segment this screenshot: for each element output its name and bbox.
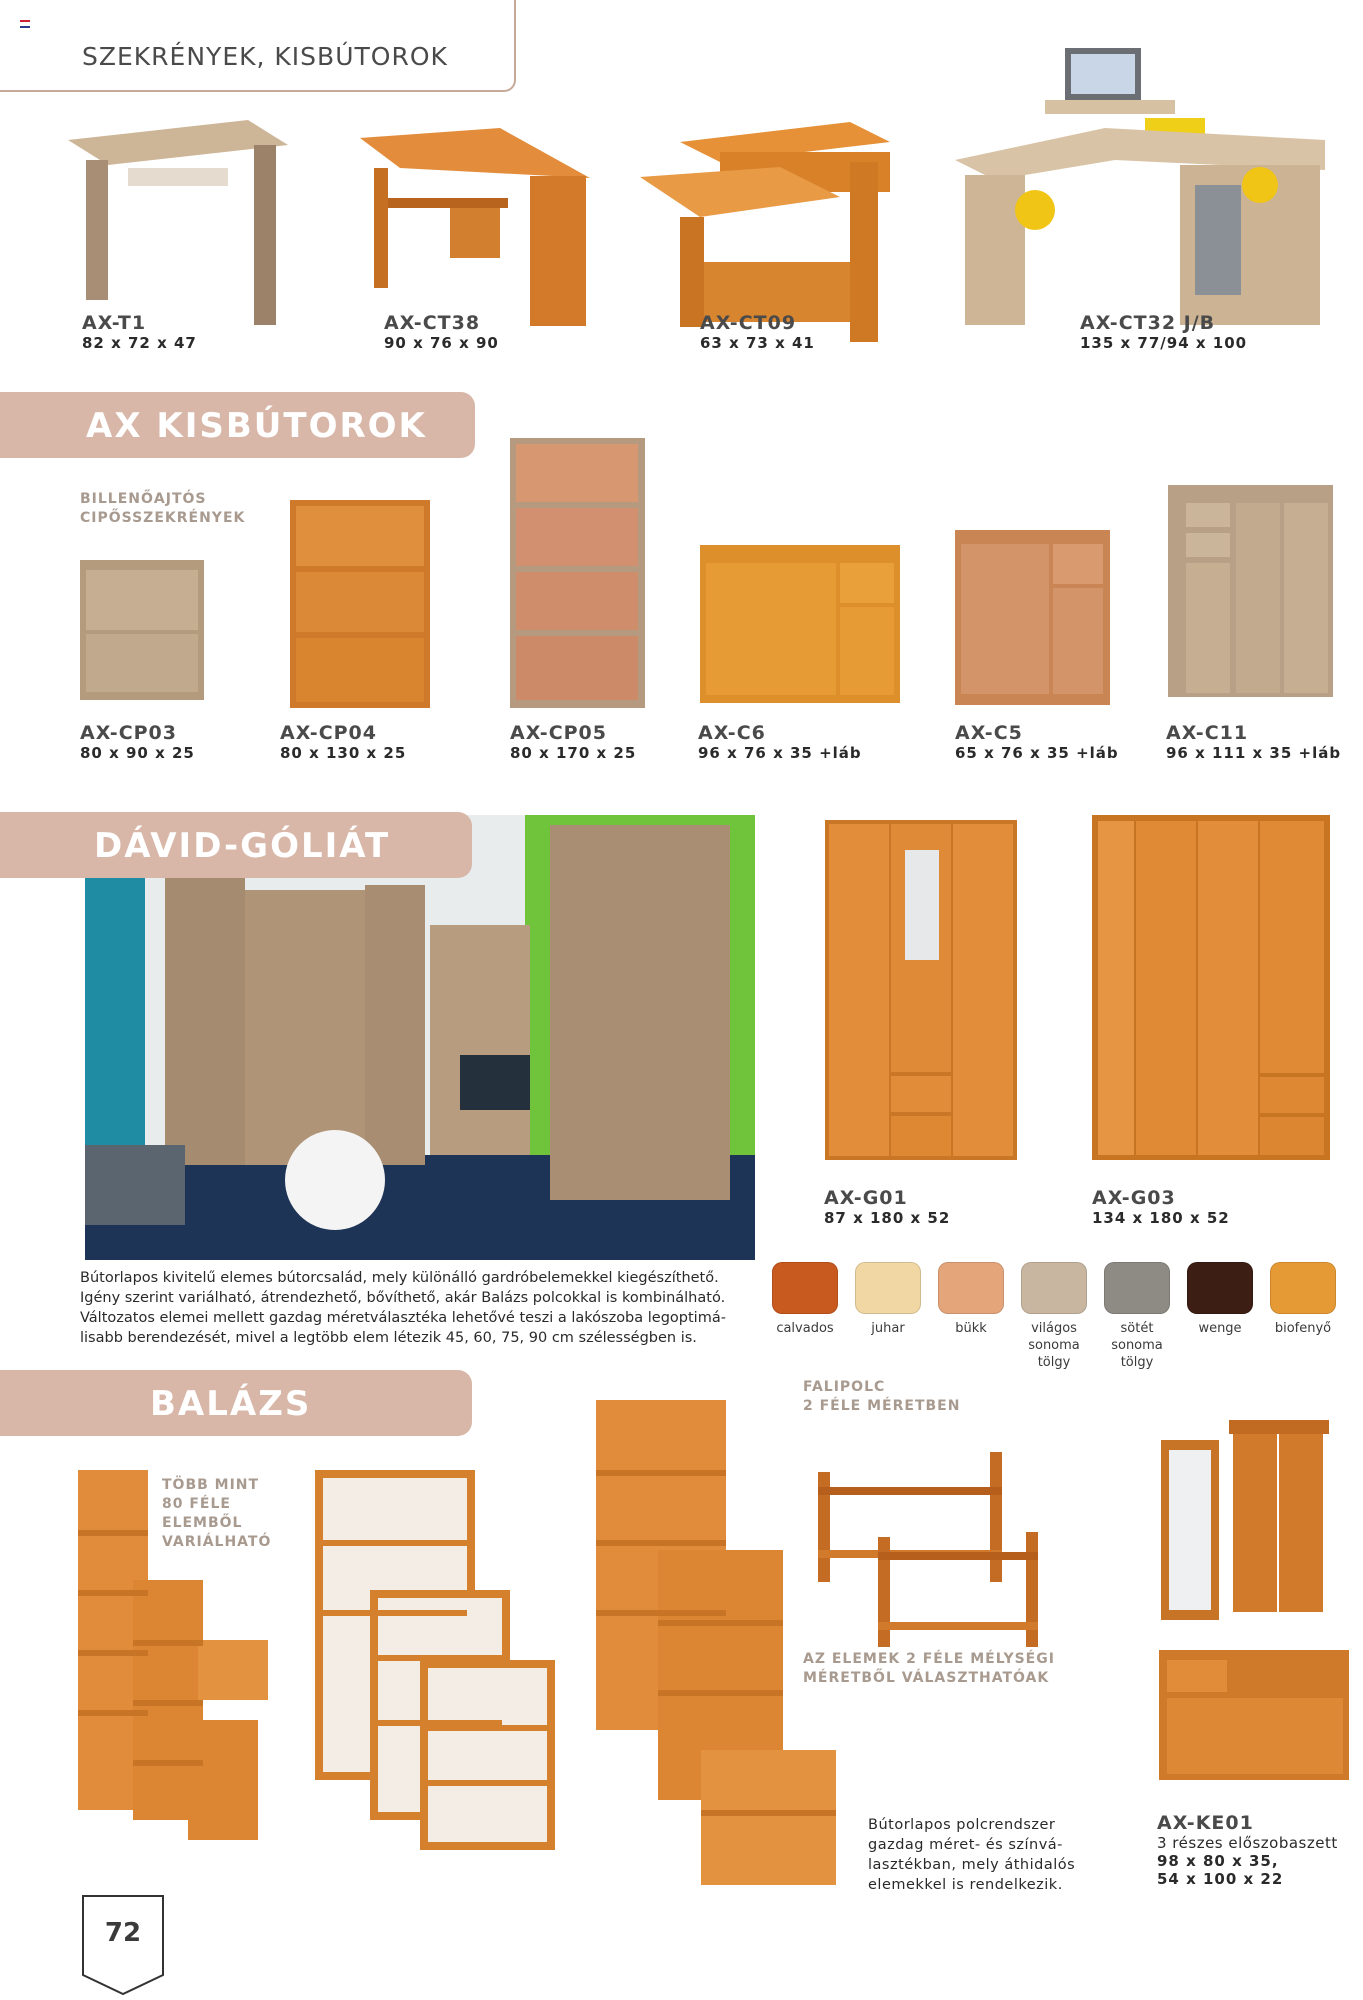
product-code: AX-CP03 (80, 722, 177, 744)
desc-line: Igény szerint variálható, átrendezhető, bővíthető, akár Balázs polcokkal is kombinálható. (80, 1290, 726, 1306)
product-dims: 98 x 80 x 35, (1157, 1852, 1279, 1870)
cabinet-ax-cp03-image (80, 560, 210, 705)
note-line: 80 FÉLE (162, 1496, 231, 1512)
color-swatch (1187, 1262, 1253, 1314)
desk-ax-ct32-image (955, 40, 1335, 340)
product-code: AX-C6 (698, 722, 766, 744)
product-dims: 134 x 180 x 52 (1092, 1209, 1230, 1227)
note-line: TÖBB MINT (162, 1477, 260, 1493)
section-band-david (0, 812, 472, 878)
product-code: AX-CP05 (510, 722, 607, 744)
product-code: AX-CT32 J/B (1080, 312, 1216, 334)
product-code: AX-CP04 (280, 722, 377, 744)
product-dims: 82 x 72 x 47 (82, 334, 197, 352)
color-swatch-label: juhar (871, 1321, 905, 1336)
product-dims: 90 x 76 x 90 (384, 334, 499, 352)
color-swatch (938, 1262, 1004, 1314)
color-swatch (1104, 1262, 1170, 1314)
corner-shelves-image (78, 1470, 278, 1850)
desc-line: Változatos elemei mellett gazdag méretválasztéka lehetővé teszi a lakószoba legoptimá- (80, 1310, 726, 1326)
desc-line: elemekkel is rendelkezik. (868, 1877, 1063, 1893)
note-line: ELEMBŐL (162, 1515, 243, 1531)
product-dims: 80 x 130 x 25 (280, 744, 407, 762)
cabinet-card-ax-cp03 (80, 722, 195, 762)
product-dims: 80 x 90 x 25 (80, 744, 195, 762)
corner-units-image (596, 1400, 841, 1895)
product-code: AX-T1 (82, 312, 147, 334)
product-dims: 96 x 76 x 35 +láb (698, 744, 862, 762)
desc-line: Bútorlapos kivitelű elemes bútorcsalád, mely különálló gardróbelemekkel kiegészíthető. (80, 1270, 719, 1286)
color-swatch-label: sötét sonoma tölgy (1111, 1321, 1163, 1370)
desk-card-ax-t1 (82, 312, 197, 352)
product-code: AX-G01 (824, 1187, 908, 1209)
cabinet-card-ax-c6 (698, 722, 862, 762)
product-code: AX-C5 (955, 722, 1023, 744)
bookcases-image (315, 1470, 560, 1855)
product-code: AX-CT38 (384, 312, 481, 334)
product-code: AX-C11 (1166, 722, 1249, 744)
page-number: 72 (104, 1918, 142, 1948)
balazs-description (868, 1815, 1075, 1895)
color-swatch-label: világos sonoma tölgy (1028, 1321, 1080, 1370)
cabinet-ax-c5-image (955, 530, 1115, 710)
desk-card-ax-ct38 (384, 312, 499, 352)
product-dims: 80 x 170 x 25 (510, 744, 637, 762)
wall-shelves-image (818, 1452, 1043, 1652)
note-line: BILLENŐAJTÓS (80, 491, 207, 507)
cabinet-card-ax-c5 (955, 722, 1119, 762)
note-line: AZ ELEMEK 2 FÉLE MÉLYSÉGI (803, 1651, 1055, 1667)
room-scene-image (85, 815, 755, 1260)
desc-line: gazdag méret- és színvá- (868, 1837, 1063, 1853)
product-code: AX-G03 (1092, 1187, 1176, 1209)
cabinet-card-ax-cp04 (280, 722, 406, 762)
wardrobe-ax-g03-image (1092, 815, 1332, 1165)
product-subtitle: 3 részes előszobaszett (1157, 1834, 1338, 1852)
wardrobe-ax-g01-image (825, 820, 1020, 1165)
note-line: MÉRETBŐL VÁLASZTHATÓAK (803, 1670, 1050, 1686)
color-swatch (855, 1262, 921, 1314)
desc-line: lisabb berendezését, mivel a legtöbb elem létezik 45, 60, 75, 90 cm szélességben is. (80, 1330, 697, 1346)
cabinet-ax-cp05-image (510, 438, 650, 710)
note-line: FALIPOLC (803, 1379, 886, 1395)
cabinet-ax-c6-image (700, 545, 905, 705)
section-title: DÁVID-GÓLIÁT (94, 826, 391, 866)
color-swatch-label: bükk (955, 1321, 987, 1336)
color-swatch-label: biofenyő (1274, 1321, 1332, 1336)
cabinet-ax-c11-image (1168, 485, 1338, 710)
cabinet-card-ax-c11 (1166, 722, 1341, 762)
wardrobe-card-ax-g01 (824, 1187, 950, 1227)
desk-card-ax-ct32 (1080, 312, 1247, 352)
product-dims: 65 x 76 x 35 +láb (955, 744, 1119, 762)
page-header (0, 0, 516, 92)
cabinet-card-ax-cp05 (510, 722, 636, 762)
shoe-cabinet-note (80, 490, 245, 528)
product-code: AX-CT09 (700, 312, 797, 334)
product-code: AX-KE01 (1157, 1812, 1254, 1834)
page-title: SZEKRÉNYEK, KISBÚTOROK (82, 42, 448, 71)
section-title: AX KISBÚTOROK (86, 406, 427, 446)
product-dims: 135 x 77/94 x 100 (1080, 334, 1248, 352)
product-dims: 87 x 180 x 52 (824, 1209, 951, 1227)
section-band-balazs (0, 1370, 472, 1436)
desk-ax-ct09-image (640, 122, 890, 342)
color-swatch-row (770, 1262, 1330, 1382)
hallway-set-image (1155, 1420, 1355, 1785)
wardrobe-card-ax-g03 (1092, 1187, 1230, 1227)
color-swatch (1270, 1262, 1336, 1314)
note-line: CIPŐSSZEKRÉNYEK (80, 510, 246, 526)
product-dims: 63 x 73 x 41 (700, 334, 815, 352)
color-swatch (1021, 1262, 1087, 1314)
product-dims: 54 x 100 x 22 (1157, 1870, 1284, 1888)
note-line: 2 FÉLE MÉRETBEN (803, 1398, 961, 1414)
desk-card-ax-ct09 (700, 312, 815, 352)
note-line: VARIÁLHATÓ (162, 1534, 272, 1550)
color-swatch-label: wenge (1198, 1321, 1242, 1336)
section-band-kisbutorok (0, 392, 475, 458)
color-swatch (772, 1262, 838, 1314)
section-title: BALÁZS (150, 1384, 312, 1424)
desk-ax-t1-image (68, 120, 288, 340)
product-dims: 96 x 111 x 35 +láb (1166, 744, 1342, 762)
david-description (80, 1268, 770, 1348)
hallway-card-ax-ke01 (1157, 1812, 1338, 1888)
desc-line: lasztékban, mely áthidalós (868, 1857, 1076, 1873)
desc-line: Bútorlapos polcrendszer (868, 1817, 1056, 1833)
cabinet-ax-cp04-image (290, 500, 435, 710)
color-swatch-label: calvados (776, 1321, 834, 1336)
